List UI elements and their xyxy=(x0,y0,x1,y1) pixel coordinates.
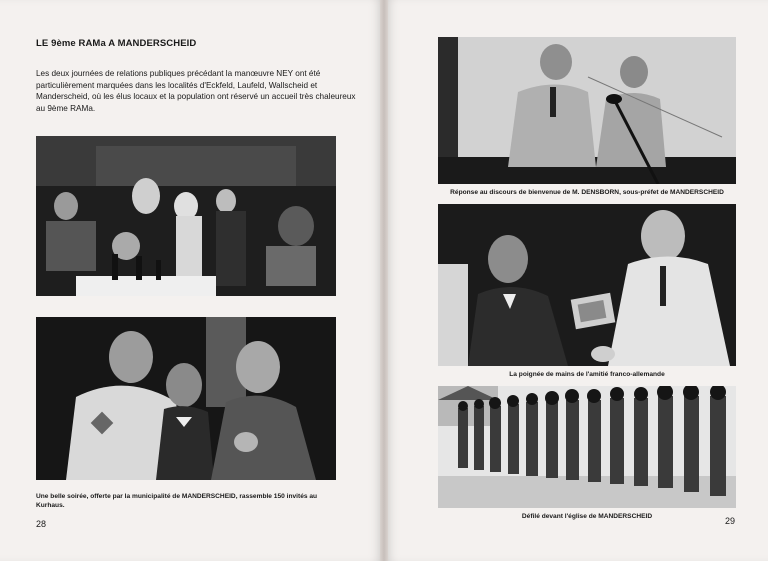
officer-guests-photo xyxy=(36,317,336,480)
page-number-right: 29 xyxy=(725,516,736,526)
speech-photo xyxy=(438,37,736,184)
page-number-left: 28 xyxy=(36,519,47,529)
parade-caption: Défilé devant l'église de MANDERSCHEID xyxy=(521,513,653,520)
left-photo-caption: Une belle soirée, offerte par la municipalité de MANDERSCHEID, rassemble 150 invités au Kurhaus. xyxy=(36,493,318,509)
handshake-caption: La poignée de mains de l'amitié franco-allemande xyxy=(509,371,665,378)
parade-photo xyxy=(438,386,736,508)
handshake-photo xyxy=(438,204,736,366)
reception-crowd-photo xyxy=(36,136,336,296)
intro-paragraph: Les deux journées de relations publiques précédant la manœuvre NEY ont été particulièrement marquées dans les localités d'Eckfeld, Laufeld, Wallscheid et Manderscheid, où les élus locaux et la population ont réservé un accueil très chaleureux au 9ème RAMa. xyxy=(36,69,356,113)
right-page xyxy=(384,0,768,561)
book-gutter xyxy=(380,0,388,561)
article-heading: LE 9ème RAMa A MANDERSCHEID xyxy=(36,38,197,49)
speech-caption: Réponse au discours de bienvenue de M. DENSBORN, sous-préfet de MANDERSCHEID xyxy=(450,189,724,196)
